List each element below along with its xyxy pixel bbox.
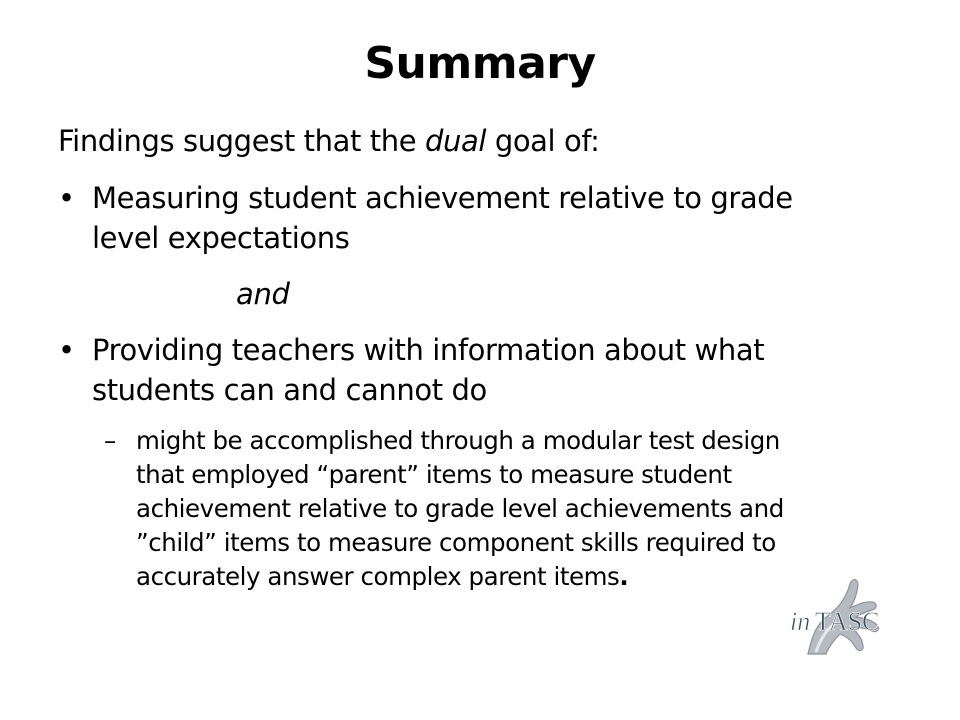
intro-text-after: goal of: [486, 124, 600, 158]
bullet-marker: • [58, 333, 75, 367]
sub-bullet-text [136, 424, 902, 594]
intasc-logo [786, 574, 894, 656]
sub-bullet-line: that employed “parent” items to measure student [136, 460, 732, 489]
bullet-line: Measuring student achievement relative to grade [92, 181, 793, 215]
logo-text-in: in [790, 607, 811, 636]
sub-bullet-line: ”child” items to measure component skills required to [136, 528, 776, 557]
bullet-line: students can and cannot do [92, 373, 487, 407]
sub-bullet-line: might be accomplished through a modular test design [136, 426, 780, 455]
sub-bullet-marker: – [104, 426, 116, 455]
connector-and: and [236, 277, 290, 311]
sub-bullet-line: achievement relative to grade level achievements and [136, 494, 784, 523]
bullet-text [92, 178, 904, 258]
intro-line [58, 120, 918, 162]
sub-bullet-line: accurately answer complex parent items [136, 562, 620, 591]
logo-text-tasc: TASC [815, 607, 880, 636]
bullet-marker: • [58, 181, 75, 215]
intro-emphasis: dual [424, 124, 486, 158]
bullet-line: Providing teachers with information about what [92, 333, 765, 367]
sub-bullet-end-mark: . [619, 562, 629, 591]
slide-title: Summary [364, 38, 596, 89]
bullet-text [92, 330, 904, 410]
intro-text-before: Findings suggest that the [58, 124, 425, 158]
bullet-line: level expectations [92, 221, 350, 255]
